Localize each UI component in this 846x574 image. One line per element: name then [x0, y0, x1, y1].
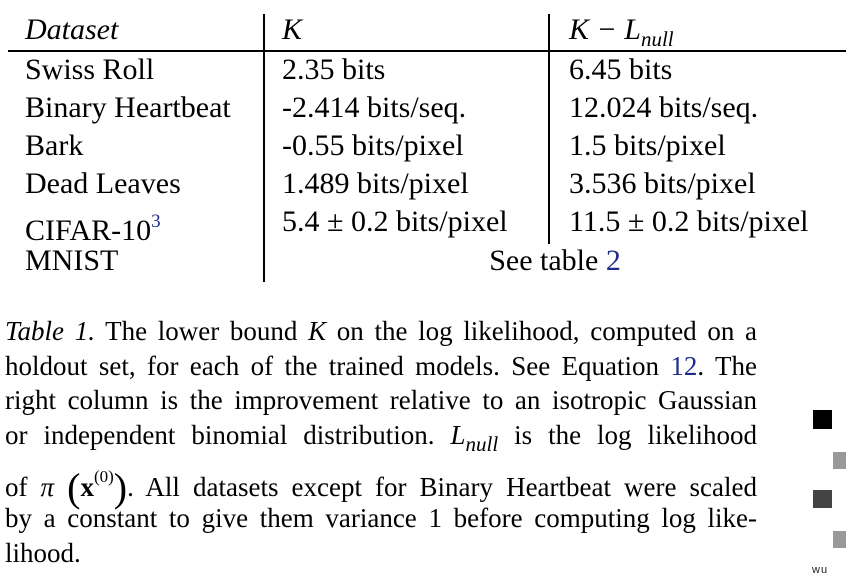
caption-line-6: by a constant to give them variance 1 before computing log like-: [5, 503, 757, 533]
header-dataset: Dataset: [25, 13, 119, 46]
edge-text-fragment: wu: [812, 566, 829, 574]
row-5-dataset-name: CIFAR-10: [25, 214, 152, 247]
table-caption: [5, 314, 757, 570]
header-k-minus-lnull-main: K − L: [569, 13, 641, 46]
row-3-k: -0.55 bits/pixel: [282, 129, 464, 162]
row-2-k: -2.414 bits/seq.: [282, 91, 467, 124]
row-6-merged-cell: [264, 243, 846, 279]
table-column-divider-2: [548, 14, 550, 244]
row-5-k-lnull: 11.5 ± 0.2 bits/pixel: [569, 205, 809, 238]
row-6-dataset: MNIST: [25, 244, 119, 277]
caption-line-5-rest: . All datasets except for Binary Heartbeat were scaled: [127, 472, 758, 502]
header-k-minus-lnull: [569, 12, 674, 57]
caption-label: Table 1.: [5, 316, 95, 346]
caption-line-2: [5, 349, 757, 384]
table-column-divider-1: [263, 14, 265, 282]
edge-square-black: [813, 410, 832, 429]
row-2-k-lnull: 12.024 bits/seq.: [569, 91, 759, 124]
row-4-k: 1.489 bits/pixel: [282, 167, 469, 200]
edge-square-dark: [813, 490, 832, 508]
caption-line-2-text-b: . The: [697, 350, 758, 381]
caption-line-4: [5, 418, 757, 456]
equation-12-link[interactable]: 12: [670, 350, 698, 381]
caption-line-4-text-a: or independent binomial distribution.: [5, 419, 451, 450]
row-1-k: 2.35 bits: [282, 53, 386, 86]
caption-line-4-text-b: is the log likelihood: [498, 419, 757, 450]
row-2-dataset: Binary Heartbeat: [25, 91, 231, 124]
caption-line-2-text-a: holdout set, for each of the trained models. See Equation: [5, 350, 671, 381]
row-4-k-lnull: 3.536 bits/pixel: [569, 167, 756, 200]
row-1-dataset: Swiss Roll: [25, 53, 155, 86]
caption-line-5-of: of: [5, 472, 41, 502]
edge-square-gray-1: [833, 452, 846, 469]
header-k-minus-lnull-subscript: null: [640, 27, 674, 51]
header-k: K: [282, 13, 303, 46]
table-2-link[interactable]: 2: [605, 244, 621, 277]
caption-line-1-text-a: The lower bound: [94, 316, 309, 346]
caption-line-7: lihood.: [5, 537, 81, 568]
row-3-dataset: Bark: [25, 129, 84, 162]
caption-line-5: [5, 452, 758, 510]
caption-math-pi: π: [40, 472, 55, 502]
caption-math-k: K: [308, 316, 327, 346]
caption-line-1-text-b: on the log likelihood, computed on a: [326, 316, 758, 346]
footnote-link-3[interactable]: 3: [151, 211, 161, 232]
caption-math-x: x: [80, 472, 94, 502]
edge-square-gray-2: [833, 531, 846, 548]
caption-math-null-subscript: null: [465, 431, 499, 456]
caption-math-l: L: [450, 419, 466, 450]
row-5-k: 5.4 ± 0.2 bits/pixel: [282, 205, 508, 238]
caption-line-1: [5, 314, 757, 349]
row-1-k-lnull: 6.45 bits: [569, 53, 673, 86]
caption-math-superscript: (0): [93, 467, 114, 486]
caption-right-paren: ): [113, 465, 128, 510]
row-4-dataset: Dead Leaves: [25, 167, 181, 200]
row-3-k-lnull: 1.5 bits/pixel: [569, 129, 726, 162]
caption-left-paren: (: [67, 465, 81, 510]
caption-line-3: right column is the improvement relative to an isotropic Gaussian: [5, 385, 757, 415]
row-6-merged-text: See table: [489, 244, 606, 277]
